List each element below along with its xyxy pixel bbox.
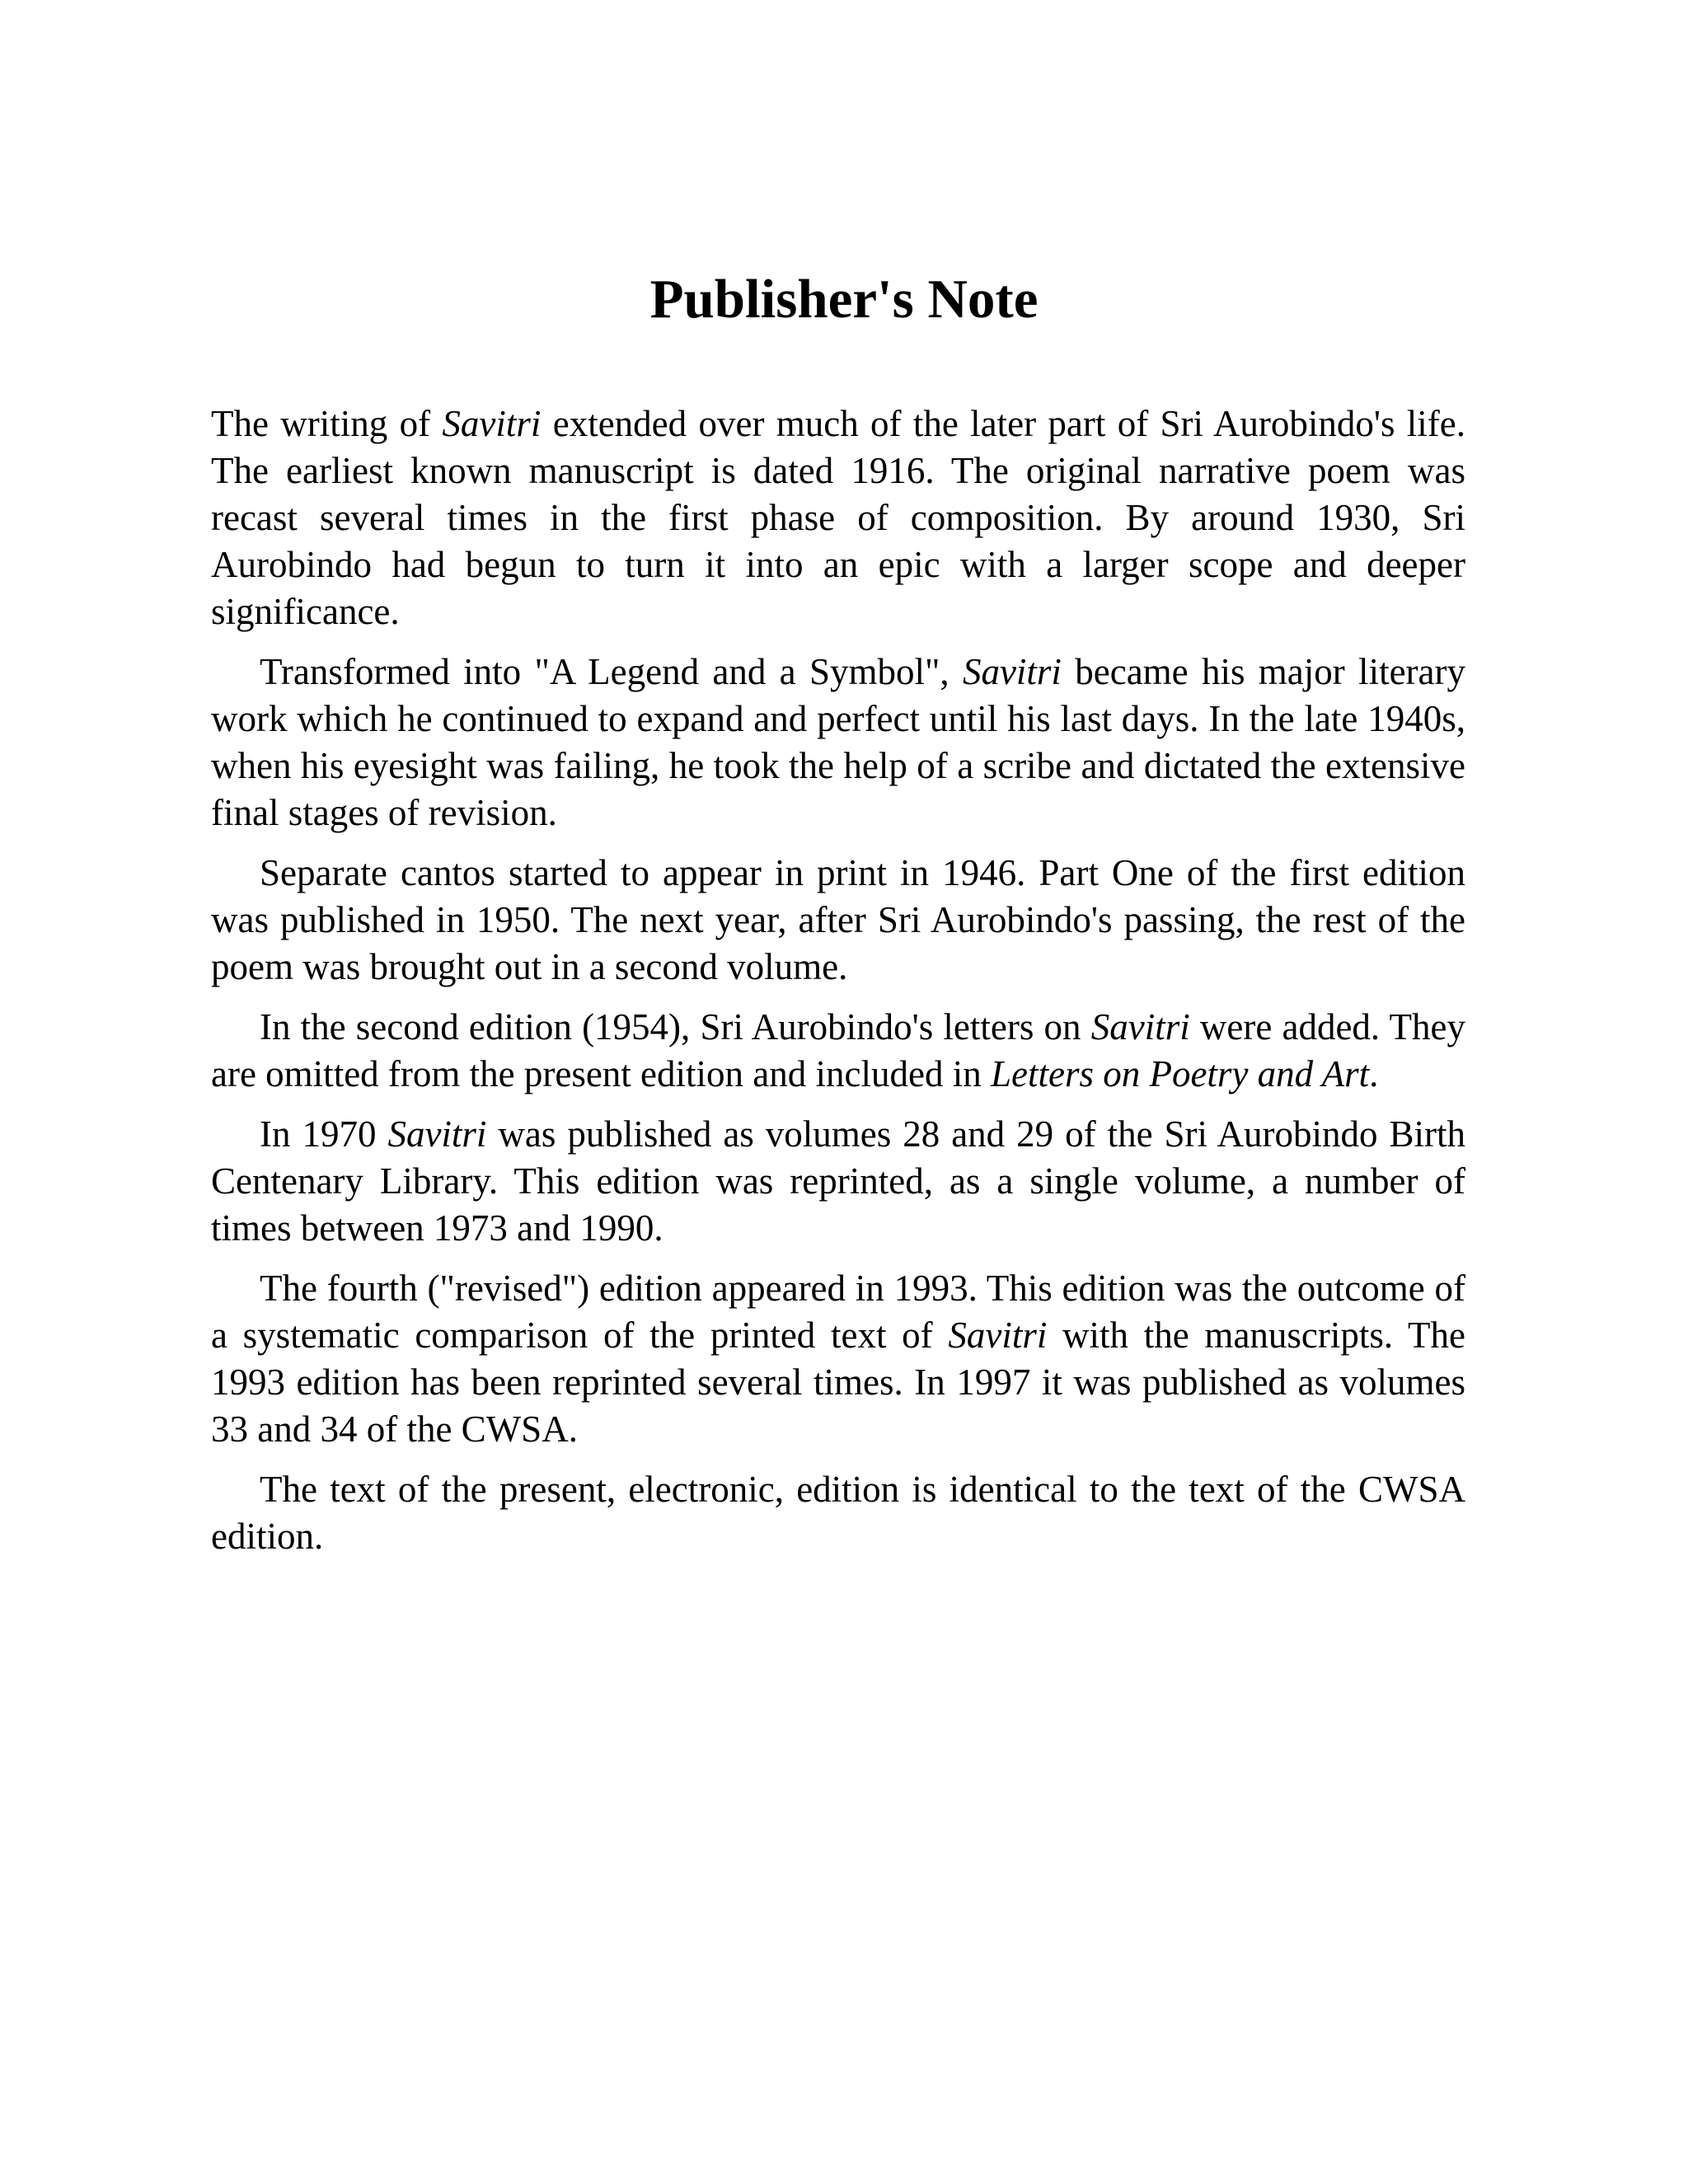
paragraph-4 <box>211 1004 1465 1098</box>
paragraph-text: The fourth ("revised") edition appeared in 1993. This edition was the outcome of a systematic comparison of the printed text of <box>211 1268 1465 1356</box>
paragraph-text: Separate cantos started to appear in print in 1946. Part One of the first edition was published in 1950. The next year, after Sri Aurobindo's passing, the rest of the poem was brought out in a second volume. <box>211 852 1465 987</box>
paragraph-text: Transformed into "A Legend and a Symbol", <box>260 651 963 692</box>
paragraph-2 <box>211 649 1465 837</box>
italic-title-text: Savitri <box>948 1315 1048 1356</box>
paragraph-text: The writing of <box>211 403 443 444</box>
paragraph-1 <box>211 401 1465 635</box>
italic-title-text: Savitri <box>1090 1006 1190 1047</box>
italic-title-text: Savitri <box>442 403 542 444</box>
italic-title-text: Letters on Poetry and Art <box>990 1053 1370 1094</box>
paragraph-text: In the second edition (1954), Sri Aurobindo's letters on <box>260 1006 1091 1047</box>
italic-title-text: Savitri <box>387 1113 487 1155</box>
page-title: Publisher's Note <box>649 269 1039 330</box>
paragraph-text: were added. They are omitted from the present edition and included in <box>211 1006 1465 1094</box>
paragraph-text: . <box>1369 1053 1379 1094</box>
paragraph-text: extended over much of the later part of Sri Aurobindo's life. The earliest known manuscript is dated 1916. The original narrative poem was recast several times in the first phase of composition. By around 1930, Sri Aurobindo had begun to turn it into an epic with a larger scope and deeper significance. <box>211 403 1465 632</box>
paragraph-text: In 1970 <box>260 1113 388 1155</box>
italic-title-text: Savitri <box>962 651 1062 692</box>
paragraph-text: with the manuscripts. The 1993 edition has been reprinted several times. In 1997 it was published as volumes 33 and 34 of the CWSA. <box>211 1315 1465 1450</box>
publishers-note-body <box>211 401 1465 1573</box>
paragraph-3 <box>211 850 1465 991</box>
paragraph-text: The text of the present, electronic, edition is identical to the text of the CWSA edition. <box>211 1469 1465 1557</box>
paragraph-5 <box>211 1111 1465 1252</box>
paragraph-text: was published as volumes 28 and 29 of the Sri Aurobindo Birth Centenary Library. This edition was reprinted, as a single volume, a number of times between 1973 and 1990. <box>211 1113 1465 1249</box>
paragraph-6 <box>211 1265 1465 1453</box>
paragraph-text: became his major literary work which he continued to expand and perfect until his last days. In the late 1940s, when his eyesight was failing, he took the help of a scribe and dictated the extensive final stages of revision. <box>211 651 1465 833</box>
paragraph-7 <box>211 1466 1465 1560</box>
